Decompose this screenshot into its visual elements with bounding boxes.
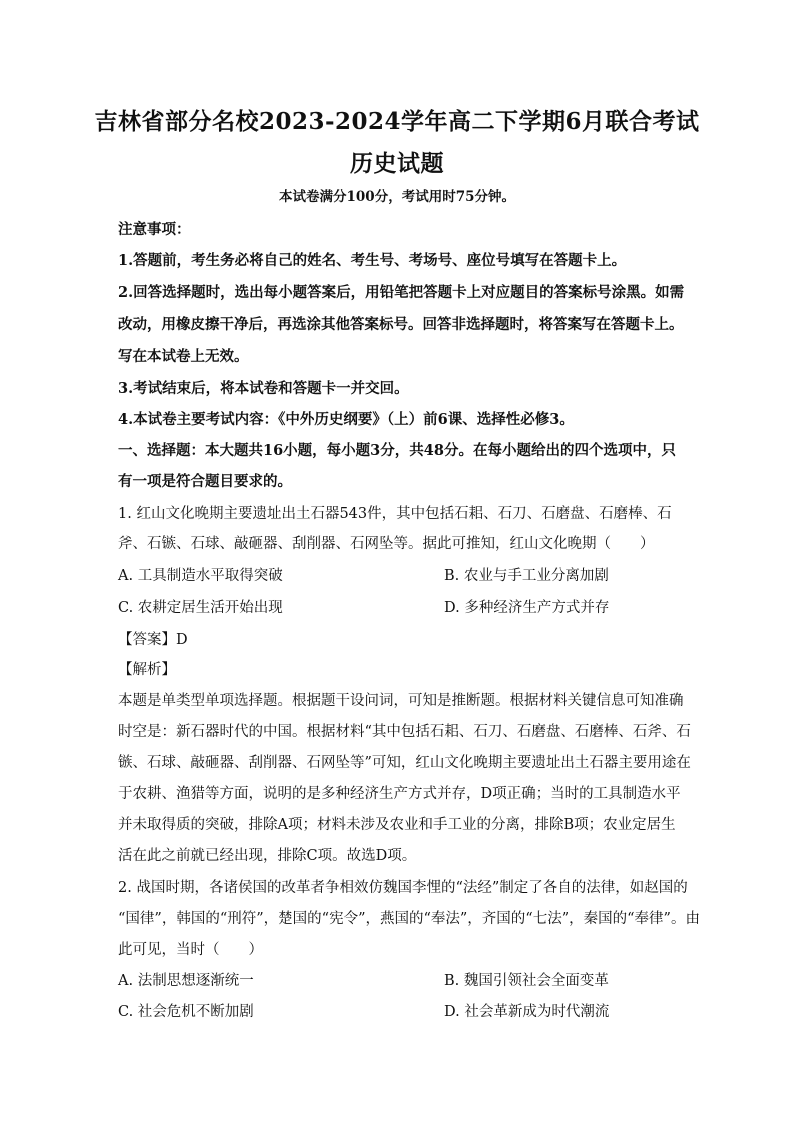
q1-answer: 【答案】D (118, 632, 188, 648)
notes-item-2-line-3: 写在本试卷上无效。 (118, 348, 249, 365)
q2-option-d: D. 社会革新成为时代潮流 (444, 1004, 610, 1020)
q1-option-a: A. 工具制造水平取得突破 (118, 568, 283, 584)
exam-info: 本试卷满分100分，考试用时75分钟。 (279, 189, 515, 205)
q2-option-b: B. 魏国引领社会全面变革 (444, 973, 609, 989)
q1-analysis-line-4: 于农耕、渔猎等方面，说明的是多种经济生产方式并存，D项正确；当时的工具制造水平 (118, 786, 681, 802)
q2-stem-line-2: “国律”，韩国的“刑符”，楚国的“宪令”，燕国的“奉法”，齐国的“七法”，秦国的“奉律”。由 (118, 911, 700, 927)
section-heading-line-2: 有一项是符合题目要求的。 (118, 473, 292, 490)
q1-stem-line-1: 1. 红山文化晚期主要遗址出土石器543件，其中包括石耜、石刀、石磨盘、石磨棒、石 (118, 506, 672, 522)
q1-analysis-line-1: 本题是单类型单项选择题。根据题干设问词，可知是推断题。根据材料关键信息可知准确 (118, 693, 684, 709)
q2-stem-line-3: 此可见，当时（ ） (118, 942, 263, 958)
q1-option-d: D. 多种经济生产方式并存 (444, 600, 610, 616)
exam-subject-title: 历史试题 (350, 150, 444, 177)
q1-analysis-line-3: 镞、石球、敲砸器、刮削器、石网坠等”可知，红山文化晚期主要遗址出土石器主要用途在 (118, 755, 691, 771)
notes-item-1: 1.答题前，考生务必将自己的姓名、考生号、考场号、座位号填写在答题卡上。 (118, 252, 627, 269)
q2-option-a: A. 法制思想逐渐统一 (118, 973, 254, 989)
q1-option-b: B. 农业与手工业分离加剧 (444, 568, 609, 584)
notes-heading: 注意事项： (118, 221, 191, 238)
notes-item-2-line-2: 改动，用橡皮擦干净后，再选涂其他答案标号。回答非选择题时，将答案写在答题卡上。 (118, 316, 684, 333)
q1-analysis-heading: 【解析】 (118, 662, 176, 678)
q1-option-c: C. 农耕定居生活开始出现 (118, 600, 283, 616)
q2-option-c: C. 社会危机不断加剧 (118, 1004, 254, 1020)
notes-item-2-line-1: 2.回答选择题时，选出每小题答案后，用铅笔把答题卡上对应题目的答案标号涂黑。如需 (118, 284, 685, 301)
notes-item-4: 4.本试卷主要考试内容：《中外历史纲要》（上）前6课、选择性必修3。 (118, 411, 574, 428)
q1-analysis-line-2: 时空是：新石器时代的中国。根据材料“其中包括石耜、石刀、石磨盘、石磨棒、石斧、石 (118, 724, 691, 740)
q1-analysis-line-5: 并未取得质的突破，排除A项；材料未涉及农业和手工业的分离，排除B项；农业定居生 (118, 817, 676, 833)
notes-item-3: 3.考试结束后，将本试卷和答题卡一并交回。 (118, 380, 409, 397)
q2-stem-line-1: 2. 战国时期，各诸侯国的改革者争相效仿魏国李悝的“法经”制定了各自的法律，如赵国的 (118, 880, 688, 896)
exam-title: 吉林省部分名校2023-2024学年高二下学期6月联合考试 (94, 108, 700, 135)
q1-stem-line-2: 斧、石镞、石球、敲砸器、刮削器、石网坠等。据此可推知，红山文化晚期（ ） (118, 536, 655, 552)
q1-analysis-line-6: 活在此之前就已经出现，排除C项。故选D项。 (118, 848, 417, 864)
section-heading-line-1: 一、选择题：本大题共16小题，每小题3分，共48分。在每小题给出的四个选项中，只 (118, 442, 676, 459)
